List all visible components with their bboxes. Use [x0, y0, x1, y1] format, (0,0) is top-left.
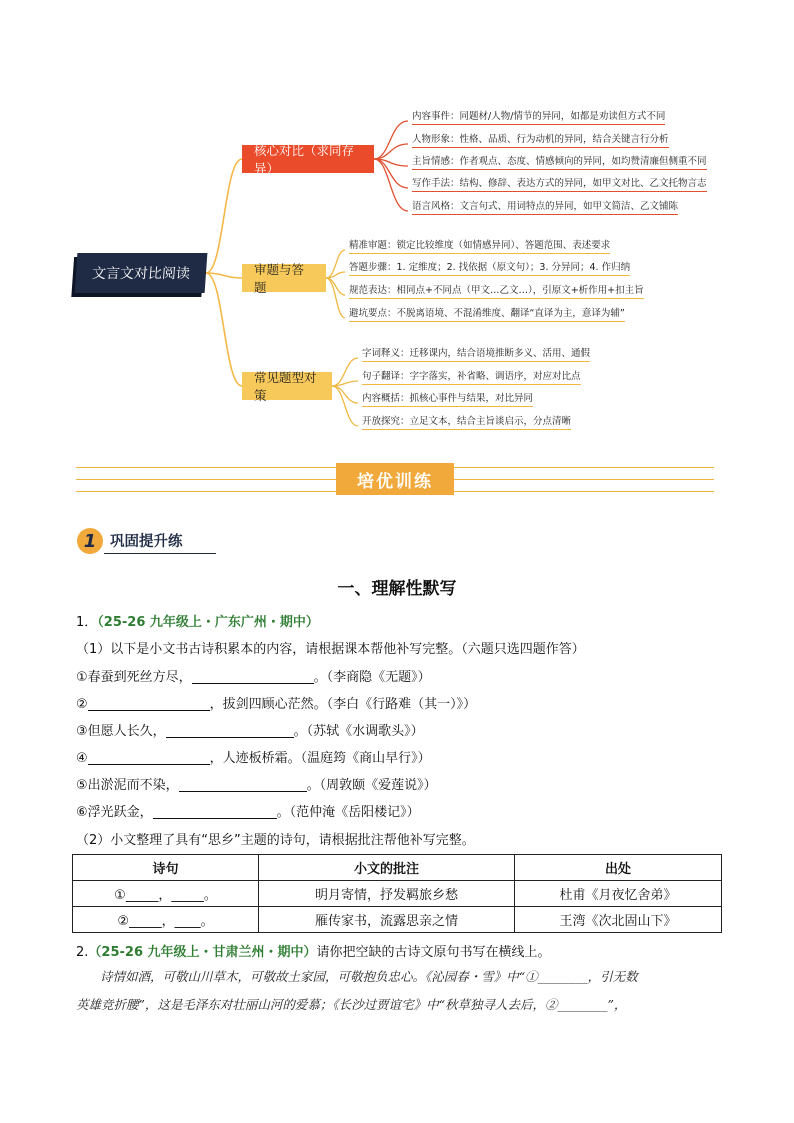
section-title: 巩固提升练: [110, 534, 183, 550]
question-source: （25-26 九年级上・广东广州・期中）: [97, 615, 319, 630]
line-suffix: 。（周敦颐《爱莲说》）: [306, 778, 437, 793]
branch-reading-answering: [242, 262, 326, 295]
leaf-item: 开放探究：立足文本，结合主旨谈启示，分点清晰: [362, 413, 571, 430]
answer-blank[interactable]: [166, 723, 294, 738]
line-prefix: ②: [76, 697, 88, 712]
answer-blank[interactable]: [192, 669, 314, 684]
line-prefix: ④: [76, 751, 88, 766]
leaf-item: 句子翻译：字字落实，补省略、调语序，对应对比点: [362, 368, 581, 385]
table-cell: 杜甫《月夜忆舍弟》: [515, 881, 722, 907]
leaf-item: 答题步骤：1. 定维度；2. 找依据（原文句）；3. 分异同；4. 作归纳: [349, 259, 630, 276]
leaf-item: 字词释义：迁移课内，结合语境推断多义、活用、通假: [362, 345, 590, 362]
leaf-item: 内容概括：抓核心事件与结果，对比异同: [362, 390, 533, 407]
branch-label: 常见题型对策: [254, 370, 317, 403]
table-cell: 王湾《次北固山下》: [515, 907, 722, 933]
line-prefix: ①春蚕到死丝方尽，: [76, 670, 192, 685]
leaf-item: 避坑要点：不脱离语境、不混淆维度、翻译“直译为主，意译为辅”: [349, 305, 625, 322]
question-1-header: [76, 611, 319, 630]
line-prefix: ⑥浮光跃金，: [76, 805, 153, 820]
answer-blank[interactable]: [179, 777, 307, 792]
recitation-line-3: [76, 720, 424, 739]
table-header-row: [73, 855, 722, 881]
table-cell[interactable]: ①_____，_____。: [73, 881, 259, 907]
question-number: 2.: [76, 945, 89, 960]
branch-label: 审题与答题: [254, 262, 305, 295]
recitation-line-4: [76, 747, 431, 766]
table-cell[interactable]: ②_____，____。: [73, 907, 259, 933]
recitation-line-5: [76, 774, 437, 793]
question-prompt: 请你把空缺的古诗文原句书写在横线上。: [316, 945, 551, 960]
answer-blank[interactable]: [88, 696, 210, 711]
question-source: （25-26 九年级上・甘肃兰州・期中）: [88, 945, 317, 960]
question-1-part1: （1）以下是小文书古诗积累本的内容，请根据课本帮他补写完整。（六题只选四题作答）: [76, 642, 585, 657]
branch-core-contrast: [242, 143, 374, 176]
table-header: 小文的批注: [259, 855, 515, 881]
section-banner: [336, 463, 454, 495]
mindmap-root: [75, 253, 208, 293]
line-suffix: ，人迹板桥霜。（温庭筠《商山早行》）: [209, 751, 431, 766]
answer-blank[interactable]: [88, 750, 210, 765]
question-number: 1．: [76, 615, 98, 630]
line-suffix: ，拔剑四顾心茫然。（李白《行路难（其一）》）: [209, 697, 477, 712]
table-header: 出处: [515, 855, 722, 881]
section-underline: [104, 553, 216, 554]
question-1-part2: （2）小文整理了具有“思乡”主题的诗句，请根据批注帮他补写完整。: [76, 833, 475, 848]
recitation-line-2: [76, 693, 476, 712]
line-suffix: 。（苏轼《水调歌头》）: [293, 724, 424, 739]
table-cell: 明月寄情，抒发羁旅乡愁: [259, 881, 515, 907]
line-prefix: ⑤出淤泥而不染，: [76, 778, 179, 793]
leaf-item: 语言风格：文言句式、用词特点的异同，如甲文简洁、乙文铺陈: [412, 198, 678, 215]
line-suffix: 。（范仲淹《岳阳楼记》）: [276, 805, 420, 820]
line-suffix: 。（李商隐《无题》）: [313, 670, 431, 685]
mindmap-root-label: 文言文对比阅读: [91, 266, 191, 282]
table-row: [73, 881, 722, 907]
table-header: 诗句: [73, 855, 259, 881]
leaf-item: 主旨情感：作者观点、态度、情感倾向的异同，如均赞清廉但侧重不同: [412, 153, 707, 170]
table-row: [73, 907, 722, 933]
question-2-paragraph-line: 英雄竞折腰”，这是毛泽东对壮丽山河的爱慕；《长沙过贾谊宅》中“秋草独寻人去后，②________”，: [76, 997, 627, 1012]
page-heading: 一、理解性默写: [337, 579, 457, 599]
section-number-badge: [77, 528, 103, 554]
question-2-header: [76, 941, 551, 960]
leaf-item: 精准审题：锁定比较维度（如情感异同）、答题范围、表述要求: [349, 237, 610, 254]
table-cell: 雁传家书，流露思亲之情: [259, 907, 515, 933]
line-prefix: ③但愿人长久，: [76, 724, 166, 739]
branch-label: 核心对比（求同存异）: [254, 143, 355, 176]
banner-label: 培优训练: [357, 471, 433, 492]
leaf-item: 写作手法：结构、修辞、表达方式的异同，如甲文对比、乙文托物言志: [412, 175, 707, 192]
branch-question-types: [242, 370, 332, 403]
recitation-line-1: [76, 666, 431, 685]
answer-blank[interactable]: [153, 804, 277, 819]
recitation-line-6: [76, 801, 420, 820]
leaf-item: 规范表达：相同点+不同点（甲文…乙文…），引原文+析作用+扣主旨: [349, 282, 644, 299]
section-number: 1: [83, 530, 97, 552]
leaf-item: 内容事件：同题材/人物/情节的异同，如都是劝读但方式不同: [412, 108, 665, 125]
question-2-paragraph-line: 诗情如酒，可敬山川草木，可敬故土家园，可敬抱负忠心。《沁园春・雪》中“①________，引无数: [100, 969, 638, 984]
leaf-item: 人物形象：性格、品质、行为动机的异同，结合关键言行分析: [412, 131, 669, 148]
poem-table: [72, 854, 722, 933]
